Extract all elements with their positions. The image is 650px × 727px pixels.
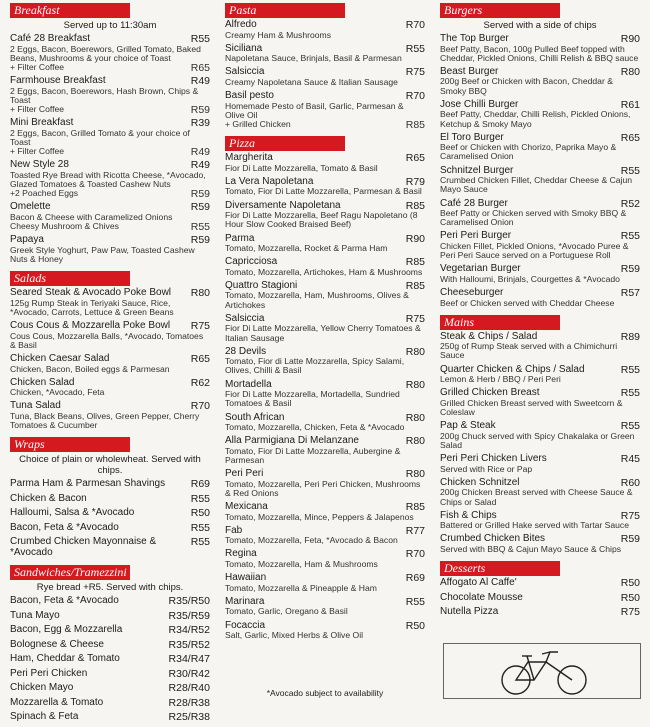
item-description: Tomato, Mozzarella & Pineapple & Ham: [225, 582, 377, 593]
item-name: Mortadella: [225, 378, 272, 390]
item-description: Battered or Grilled Hake served with Tartar Sauce: [440, 520, 629, 531]
item-description: Tuna, Black Beans, Olives, Green Pepper, Cherry Tomatoes & Cucumber: [10, 410, 200, 431]
menu-item: [440, 67, 640, 96]
menu-item: [10, 712, 210, 723]
menu-item: [225, 44, 425, 64]
section-title-salads: Salads: [10, 271, 130, 286]
item-name: Papaya: [10, 234, 44, 246]
item-option-label: +2 Poached Eggs: [10, 188, 79, 199]
item-name: La Vera Napoletana: [225, 175, 314, 187]
item-name: Chicken Caesar Salad: [10, 353, 110, 365]
item-name: Chicken Mayo: [10, 682, 74, 694]
item-price: R39: [190, 117, 210, 130]
section-title-pasta: Pasta: [225, 3, 345, 18]
menu-item: [10, 537, 210, 558]
item-description: Beef Patty or Chicken served with Smoky BBQ & Caramelised Onion: [440, 208, 627, 228]
item-price: R80: [405, 411, 425, 424]
item-description: Chicken, *Avocado, Feta: [10, 387, 105, 398]
item-price: R59: [620, 533, 640, 546]
item-description: Beef or Chicken with Chorizo, Paprika Mayo & Caramelised Onion: [440, 142, 617, 162]
section-title-desserts: Desserts: [440, 561, 560, 576]
item-option-price: R65: [190, 61, 210, 74]
item-name: Alla Parmigiana Di Melanzane: [225, 435, 359, 447]
menu-item: [225, 413, 425, 433]
item-price: R55: [620, 387, 640, 400]
item-price: R90: [620, 33, 640, 45]
item-option: [10, 188, 210, 201]
spacer: [10, 723, 210, 727]
item-name: Hawaiian: [225, 572, 267, 584]
item-name: Peri Peri Chicken Livers: [440, 453, 547, 465]
item-price: R25/R38: [168, 711, 210, 724]
item-description: 125g Rump Steak in Teriyaki Sauce, Rice, *Avocado, Carrots, Lettuce & Green Beans: [10, 297, 174, 317]
menu-item: [10, 401, 210, 430]
item-price: R85: [405, 256, 425, 269]
item-description: Tomato, Garlic, Oregano & Basil: [225, 606, 348, 617]
item-option: [10, 146, 210, 159]
menu-column-1: [10, 0, 210, 724]
item-price: R85: [405, 279, 425, 292]
item-name: Mini Breakfast: [10, 117, 74, 129]
bicycle-illustration-box: [443, 643, 641, 699]
spacer: [10, 558, 210, 562]
item-description: Fior Di Latte Mozzarella, Yellow Cherry Tomatoes & Italian Sausage: [225, 323, 421, 343]
item-price: R70: [405, 90, 425, 103]
item-price: R50: [405, 619, 425, 632]
item-price: R65: [620, 131, 640, 144]
item-option: [225, 119, 425, 132]
item-name: New Style 28: [10, 159, 69, 171]
item-description: Tomato, Fior di Latte Mozzarella, Spicy Salami, Olives, Chilli & Basil: [225, 356, 405, 376]
item-name: Quattro Stagioni: [225, 279, 298, 291]
menu-item: [10, 523, 210, 534]
item-option-price: R49: [190, 146, 210, 159]
item-price: R75: [190, 320, 210, 333]
menu-item: [440, 100, 640, 129]
bicycle-icon: [444, 644, 640, 698]
menu-item: [10, 34, 210, 63]
item-name: Farmhouse Breakfast: [10, 75, 106, 87]
item-price: R55: [620, 164, 640, 177]
item-name: Bacon, Feta & *Avocado: [10, 595, 119, 607]
menu-item: [10, 354, 210, 374]
section-title-burgers: Burgers: [440, 3, 560, 18]
menu-item: [440, 534, 640, 554]
item-price: R35/R52: [168, 638, 210, 651]
menu-item: [440, 264, 640, 284]
item-name: Café 28 Burger: [440, 197, 508, 209]
item-price: R50: [190, 507, 210, 520]
item-price: R75: [405, 312, 425, 325]
item-price: R35/R59: [168, 609, 210, 622]
section-note-burgers: Served with a side of chips: [483, 20, 597, 31]
item-name: Steak & Chips / Salad: [440, 330, 538, 342]
item-option-price: R59: [190, 188, 210, 201]
item-price: R80: [405, 468, 425, 481]
item-price: R55: [405, 42, 425, 55]
menu-item: [440, 133, 640, 162]
menu-column-3: [440, 0, 640, 700]
item-description: Fior Di Latte Mozzarella, Mortadella, Sundried Tomatoes & Basil: [225, 389, 400, 409]
item-name: Margherita: [225, 152, 273, 164]
item-description: Tomato, Fior Di Latte Mozzarella, Parmesan & Basil: [225, 186, 422, 197]
item-name: Bolognese & Cheese: [10, 638, 104, 650]
item-option-label: Cheesy Mushroom & Chives: [10, 221, 119, 232]
item-description: Crumbed Chicken Fillet, Cheddar Cheese & Cajun Mayo Sauce: [440, 175, 633, 195]
menu-item: [10, 494, 210, 505]
menu-item: [10, 625, 210, 636]
menu-item: [10, 235, 210, 264]
item-description: Tomato, Mozzarella, Peri Peri Chicken, Mushrooms & Red Onions: [225, 478, 421, 498]
item-description: Toasted Rye Bread with Ricotta Cheese, *Avocado, Glazed Tomatoes & Toasted Cashew Nuts: [10, 169, 206, 190]
spacer: [440, 618, 640, 622]
item-price: R62: [190, 376, 210, 389]
item-name: Salsiccia: [225, 312, 265, 324]
item-price: R77: [405, 524, 425, 537]
item-option-label: + Filter Coffee: [10, 146, 65, 157]
item-price: R80: [405, 345, 425, 358]
menu-item: [440, 166, 640, 195]
item-name: Omelette: [10, 201, 51, 213]
item-name: The Top Burger: [440, 33, 509, 44]
item-name: Chicken Schnitzel: [440, 476, 520, 488]
menu-item: [440, 365, 640, 385]
item-name: Parma: [225, 232, 255, 244]
menu-item: [440, 607, 640, 618]
item-name: Vegetarian Burger: [440, 263, 521, 275]
item-description: 2 Eggs, Bacon, Boerewors, Hash Brown, Chips & Toast: [10, 85, 199, 105]
item-description: Chicken Fillet, Pickled Onions, *Avocado Puree & Peri Peri Sauce served on a Portuguese Roll: [440, 240, 629, 261]
item-option: [10, 221, 210, 234]
item-name: Chicken Salad: [10, 376, 75, 388]
menu-item: [10, 479, 210, 490]
menu-item: [225, 597, 425, 617]
item-name: Bacon, Feta & *Avocado: [10, 521, 119, 533]
item-description: Tomato, Mozzarella, Mince, Peppers & Jalapenos: [225, 511, 414, 522]
item-price: R49: [190, 159, 210, 172]
item-price: R65: [190, 353, 210, 366]
item-option-label: + Filter Coffee: [10, 61, 65, 72]
item-description: 200g Chuck served with Spicy Chakalaka or Green Salad: [440, 430, 635, 450]
item-description: Grilled Chicken Breast served with Sweetcorn & Coleslaw: [440, 397, 623, 418]
item-description: Tomato, Mozzarella, Ham & Mushrooms: [225, 558, 378, 569]
item-price: R35/R50: [168, 595, 210, 608]
menu-item: [225, 549, 425, 569]
menu-item: [10, 378, 210, 398]
item-name: Salsiccia: [225, 66, 265, 78]
item-description: 250g of Rump Steak served with a Chimichurri Sauce: [440, 341, 618, 361]
item-price: R79: [405, 175, 425, 188]
item-description: Served with BBQ & Cajun Mayo Sauce & Chips: [440, 543, 622, 554]
item-description: Creamy Napoletana Sauce & Italian Sausage: [225, 76, 398, 87]
item-description: Fior Di Latte Mozzarella, Beef Ragu Napoletano (8 Hour Slow Cooked Braised Beef): [225, 210, 418, 230]
item-name: Spinach & Feta: [10, 711, 79, 723]
menu-item: [225, 201, 425, 230]
item-name: Bacon, Egg & Mozzarella: [10, 624, 123, 636]
menu-item: [10, 118, 210, 147]
menu-item: [225, 153, 425, 173]
item-description: Bacon & Cheese with Caramelized Onions: [10, 211, 173, 222]
item-description: Lemon & Herb / BBQ / Peri Peri: [440, 374, 561, 385]
menu-item: [440, 578, 640, 589]
item-price: R80: [405, 435, 425, 448]
menu-item: [440, 511, 640, 531]
section-note-breakfast: Served up to 11:30am: [63, 20, 157, 31]
menu-item: [440, 478, 640, 507]
item-price: R59: [190, 201, 210, 214]
item-price: R45: [620, 453, 640, 466]
menu-item: [225, 67, 425, 87]
section-title-wraps: Wraps: [10, 437, 130, 452]
item-description: Tomato, Mozzarella, Chicken, Feta & *Avocado: [225, 422, 405, 433]
item-name: Pap & Steak: [440, 420, 496, 432]
item-name: Parma Ham & Parmesan Shavings: [10, 478, 166, 490]
item-price: R52: [620, 197, 640, 210]
item-description: Homemade Pesto of Basil, Garlic, Parmesan & Olive Oil: [225, 100, 404, 120]
menu-item: [10, 288, 210, 317]
item-price: R55: [405, 595, 425, 608]
item-option-price: R85: [405, 119, 425, 132]
section-title-sandwiches: Sandwiches/Tramezzini: [10, 565, 130, 580]
item-description: 200g Beef or Chicken with Bacon, Cheddar & Smoky BBQ: [440, 76, 613, 96]
item-price: R70: [405, 548, 425, 561]
item-name: Beast Burger: [440, 65, 499, 77]
footnote: *Avocado subject to availability: [266, 688, 384, 698]
menu-item: [10, 654, 210, 665]
item-price: R59: [620, 263, 640, 276]
item-name: South African: [225, 411, 285, 423]
item-option-label: + Grilled Chicken: [225, 119, 291, 130]
menu-item: [225, 20, 425, 40]
item-name: Halloumi, Salsa & *Avocado: [10, 507, 135, 519]
item-name: Alfredo: [225, 19, 257, 30]
item-name: 28 Devils: [225, 345, 267, 357]
item-name: Focaccia: [225, 619, 266, 631]
item-name: Chicken & Bacon: [10, 492, 87, 504]
menu-item: [225, 281, 425, 310]
spacer: [440, 308, 640, 312]
item-description: Tomato, Mozzarella, Ham, Mushrooms, Olives & Artichokes: [225, 290, 409, 310]
item-description: 200g Chicken Breast served with Cheese Sauce & Chips or Salad: [440, 487, 633, 507]
spacer: [440, 554, 640, 558]
item-name: Capricciosa: [225, 256, 278, 268]
item-price: R60: [620, 476, 640, 489]
menu-item: [10, 669, 210, 680]
item-description: Beef Patty, Bacon, 100g Pulled Beef topped with Cheddar, Pickled Onions, Chilli Relish & BBQ sauce: [440, 43, 639, 63]
menu-item: [440, 593, 640, 604]
menu-item: [10, 698, 210, 709]
item-option: [10, 63, 210, 72]
menu-item: [10, 640, 210, 651]
item-description: Creamy Ham & Mushrooms: [225, 29, 332, 40]
item-name: Diversamente Napoletana: [225, 199, 341, 211]
menu-item: [440, 231, 640, 260]
section-title-breakfast: Breakfast: [10, 3, 130, 18]
item-name: Nutella Pizza: [440, 606, 499, 618]
item-name: Basil pesto: [225, 90, 274, 102]
item-price: R75: [620, 509, 640, 522]
menu-item: [440, 199, 640, 228]
item-name: Seared Steak & Avocado Poke Bowl: [10, 287, 172, 299]
item-price: R55: [620, 363, 640, 376]
menu-item: [225, 380, 425, 409]
item-name: Jose Chilli Burger: [440, 98, 519, 110]
item-name: Ham, Cheddar & Tomato: [10, 653, 120, 665]
item-name: Grilled Chicken Breast: [440, 387, 540, 399]
menu-item: [10, 76, 210, 105]
menu-item: [225, 234, 425, 254]
item-price: R65: [405, 152, 425, 165]
item-price: R61: [620, 98, 640, 111]
item-price: R50: [620, 591, 640, 604]
item-option-price: R55: [190, 221, 210, 234]
item-name: Fab: [225, 524, 243, 536]
item-name: Mexicana: [225, 501, 268, 513]
item-name: Tuna Salad: [10, 400, 61, 412]
menu-item: [440, 288, 640, 308]
item-description: Greek Style Yoghurt, Paw Paw, Toasted Cashew Nuts & Honey: [10, 244, 195, 265]
item-price: R75: [405, 66, 425, 79]
item-price: R50: [620, 577, 640, 590]
item-price: R90: [405, 232, 425, 245]
item-price: R85: [405, 199, 425, 212]
item-price: R59: [190, 234, 210, 247]
item-price: R70: [405, 19, 425, 31]
menu-item: [440, 34, 640, 63]
item-description: Served with Rice or Pap: [440, 463, 533, 474]
item-name: Peri Peri Chicken: [10, 667, 88, 679]
menu-item: [225, 347, 425, 376]
item-price: R28/R40: [168, 682, 210, 695]
item-price: R55: [190, 521, 210, 534]
spacer: [10, 264, 210, 268]
item-price: R75: [620, 606, 640, 619]
item-description: 2 Eggs, Bacon, Boerewors, Grilled Tomato, Baked Beans, Mushrooms & your choice of Toast: [10, 43, 201, 63]
item-name: Peri Peri Burger: [440, 230, 512, 242]
item-price: R80: [405, 378, 425, 391]
item-price: R30/R42: [168, 667, 210, 680]
section-note-wraps: Choice of plain or wholewheat. Served with chips.: [19, 454, 201, 477]
menu-item: [440, 388, 640, 417]
item-name: Cheeseburger: [440, 287, 504, 299]
item-description: Tomato, Fior Di Latte Mozzarella, Aubergine & Parmesan: [225, 445, 401, 465]
menu-item: [10, 321, 210, 350]
item-price: R80: [190, 287, 210, 300]
item-name: Mozzarella & Tomato: [10, 696, 104, 708]
item-description: With Halloumi, Brinjals, Courgettes & *Avocado: [440, 273, 620, 284]
item-description: Tomato, Mozzarella, Artichokes, Ham & Mushrooms: [225, 266, 423, 277]
item-name: Crumbed Chicken Bites: [440, 533, 546, 545]
item-description: Tomato, Mozzarella, Rocket & Parma Ham: [225, 243, 388, 254]
section-title-mains: Mains: [440, 315, 560, 330]
menu-item: [225, 257, 425, 277]
item-name: Peri Peri: [225, 468, 264, 480]
item-name: Chocolate Mousse: [440, 591, 523, 603]
item-name: Crumbed Chicken Mayonnaise & *Avocado: [10, 536, 157, 558]
item-description: Napoletana Sauce, Brinjals, Basil & Parmesan: [225, 53, 402, 64]
item-name: Schnitzel Burger: [440, 164, 514, 176]
item-price: R55: [620, 230, 640, 243]
menu-item: [10, 160, 210, 189]
item-price: R34/R47: [168, 653, 210, 666]
item-description: Fior Di Latte Mozzarella, Tomato & Basil: [225, 162, 378, 173]
menu-item: [440, 454, 640, 474]
menu-item: [440, 332, 640, 361]
menu-item: [10, 611, 210, 622]
item-name: Tuna Mayo: [10, 609, 60, 621]
menu-item: [225, 436, 425, 465]
menu-item: [225, 621, 425, 641]
item-price: R55: [190, 33, 210, 45]
item-price: R80: [620, 65, 640, 78]
item-price: R89: [620, 330, 640, 343]
item-price: R57: [620, 287, 640, 300]
item-price: R70: [190, 400, 210, 413]
menu-item: [225, 314, 425, 343]
menu-item: [10, 683, 210, 694]
spacer: [10, 430, 210, 434]
item-option: [10, 104, 210, 117]
item-name: Regina: [225, 548, 257, 560]
menu-item: [225, 91, 425, 120]
item-price: R55: [190, 536, 210, 549]
menu-item: [10, 202, 210, 222]
menu-item: [225, 573, 425, 593]
spacer: [225, 129, 425, 133]
item-description: Beef or Chicken served with Cheddar Cheese: [440, 297, 615, 308]
section-note-sandwiches: Rye bread +R5. Served with chips.: [36, 582, 184, 594]
item-price: R55: [190, 492, 210, 505]
item-name: El Toro Burger: [440, 131, 504, 143]
item-description: Tomato, Mozzarella, Feta, *Avocado & Bacon: [225, 535, 398, 546]
menu-item: [225, 469, 425, 498]
item-price: R69: [190, 478, 210, 491]
item-price: R85: [405, 501, 425, 514]
menu-column-2: [225, 0, 425, 700]
item-description: Salt, Garlic, Mixed Herbs & Olive Oil: [225, 630, 364, 641]
menu-item: [440, 421, 640, 450]
item-name: Cous Cous & Mozzarella Poke Bowl: [10, 320, 171, 332]
item-description: Beef Patty, Cheddar, Chilli Relish, Pickled Onions, Ketchup & Smoky Mayo: [440, 109, 631, 129]
menu-item: [225, 502, 425, 522]
menu-item: [225, 526, 425, 546]
item-option-label: + Filter Coffee: [10, 104, 65, 115]
item-description: 2 Eggs, Bacon, Grilled Tomato & your choice of Toast: [10, 127, 190, 147]
menu-item: [225, 177, 425, 197]
item-name: Siciliana: [225, 42, 263, 54]
spacer: [225, 640, 425, 644]
menu-item: [10, 508, 210, 519]
item-description: Cous Cous, Mozzarella Balls, *Avocado, Tomatoes & Basil: [10, 330, 204, 350]
item-option-price: R59: [190, 104, 210, 117]
item-price: R69: [405, 572, 425, 585]
section-title-pizza: Pizza: [225, 136, 345, 151]
item-price: R34/R52: [168, 624, 210, 637]
item-description: Chicken, Bacon, Boiled eggs & Parmesan: [10, 363, 170, 374]
menu-item: [10, 596, 210, 607]
item-name: Quarter Chicken & Chips / Salad: [440, 363, 585, 375]
item-name: Affogato Al Caffe': [440, 577, 517, 589]
item-price: R28/R38: [168, 696, 210, 709]
item-name: Marinara: [225, 595, 265, 607]
item-price: R49: [190, 75, 210, 88]
item-price: R55: [620, 420, 640, 433]
item-name: Fish & Chips: [440, 509, 497, 521]
item-name: Café 28 Breakfast: [10, 33, 91, 44]
